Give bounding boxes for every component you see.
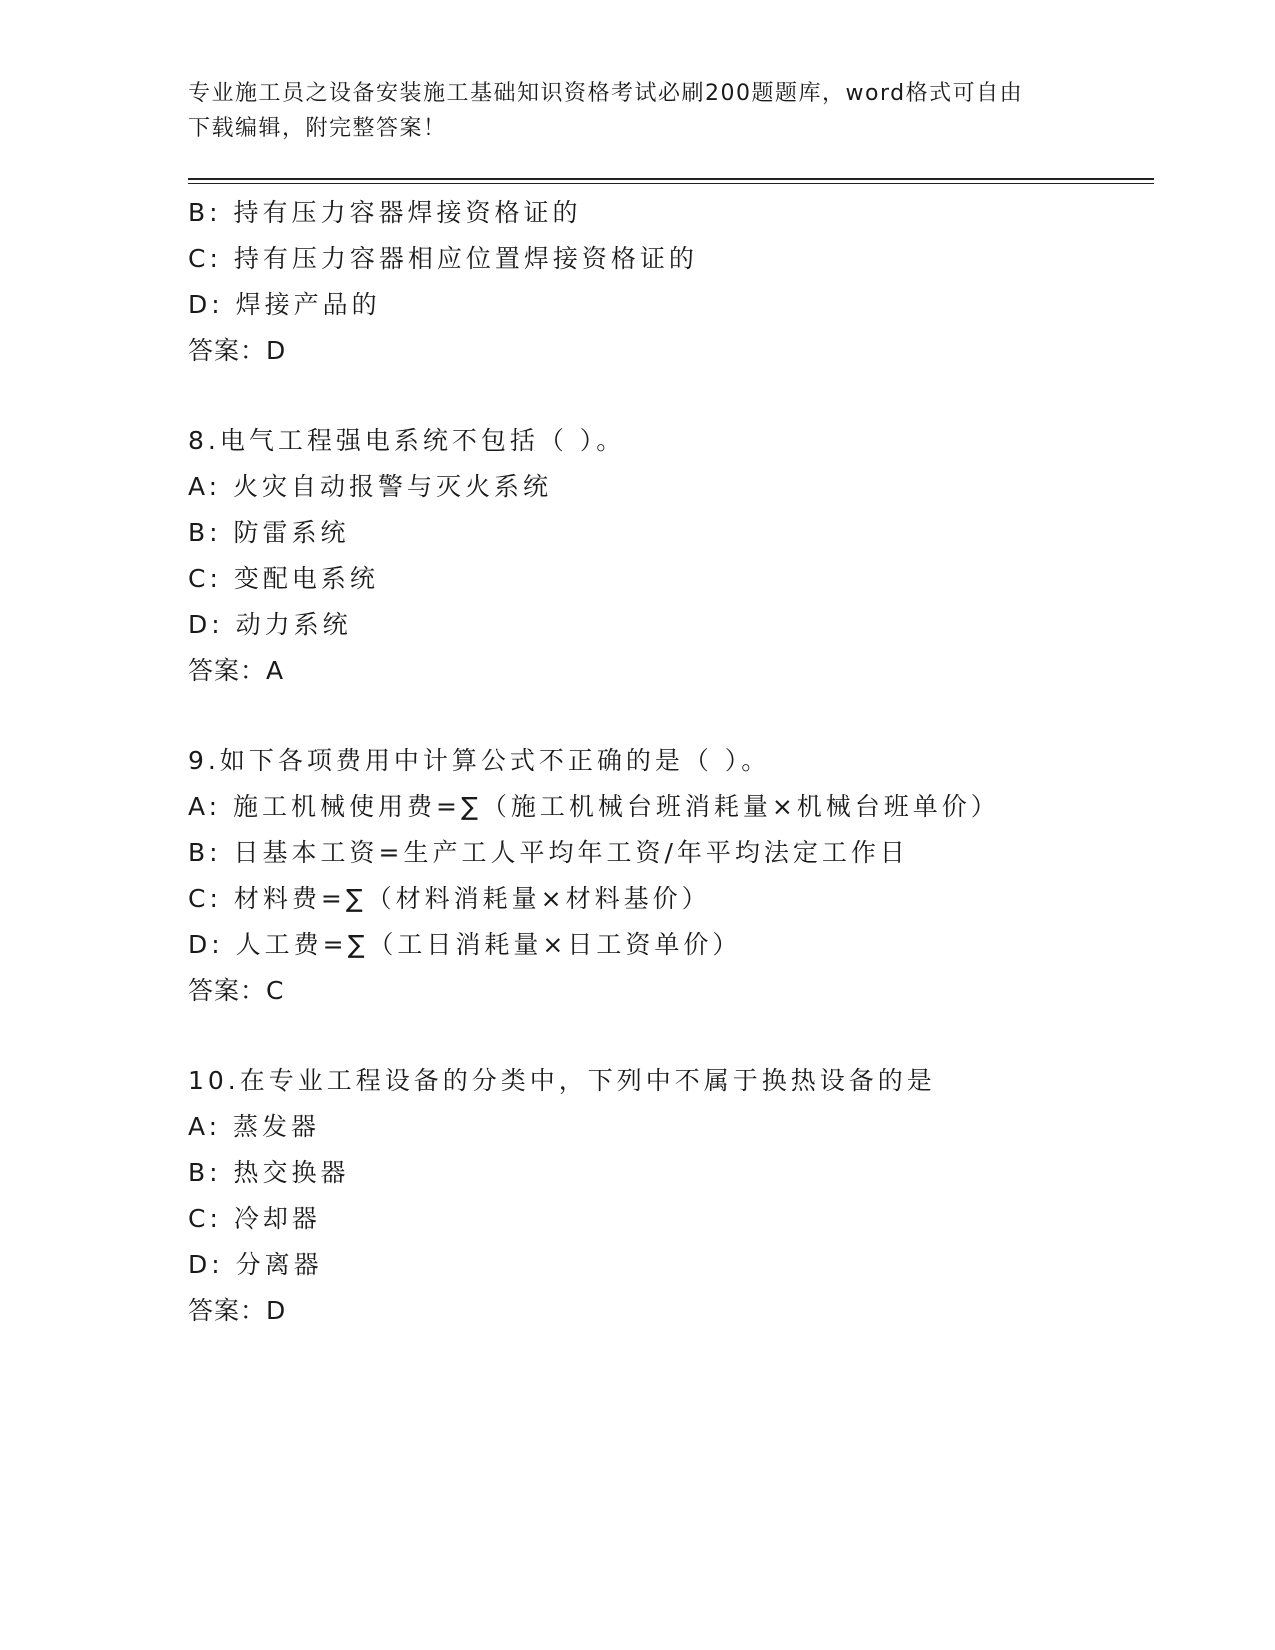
question-9 xyxy=(188,738,1154,1014)
option-a: A: 施工机械使用费=∑（施工机械台班消耗量×机械台班单价） xyxy=(188,792,1000,821)
option-c: C: 变配电系统 xyxy=(188,564,379,593)
answer-line: 答案：A xyxy=(188,656,285,685)
option-d: D: 动力系统 xyxy=(188,610,352,639)
header-line-1: 专业施工员之设备安装施工基础知识资格考试必刷200题题库，word格式可自由 xyxy=(188,81,1024,106)
question-8 xyxy=(188,418,1154,694)
option-c: C: 材料费=∑（材料消耗量×材料基价） xyxy=(188,884,711,913)
option-c: C: 持有压力容器相应位置焊接资格证的 xyxy=(188,244,698,273)
answer-line: 答案：D xyxy=(188,1296,287,1325)
question-text: 8.电气工程强电系统不包括（ ）。 xyxy=(188,426,626,455)
answer-line: 答案：C xyxy=(188,976,285,1005)
option-a: A: 蒸发器 xyxy=(188,1112,321,1141)
option-d: D: 焊接产品的 xyxy=(188,290,381,319)
header-divider-thick xyxy=(188,178,1154,180)
document-header xyxy=(188,76,1068,146)
option-c: C: 冷却器 xyxy=(188,1204,321,1233)
question-10 xyxy=(188,1058,1154,1334)
document-body xyxy=(188,190,1154,1334)
question-text: 9.如下各项费用中计算公式不正确的是（ ）。 xyxy=(188,746,771,775)
option-b: B: 持有压力容器焊接资格证的 xyxy=(188,198,582,227)
header-line-2: 下载编辑，附完整答案！ xyxy=(188,116,447,141)
question-text: 10.在专业工程设备的分类中，下列中不属于换热设备的是 xyxy=(188,1066,936,1095)
option-d: D: 人工费=∑（工日消耗量×日工资单价） xyxy=(188,930,742,959)
spacer xyxy=(188,1014,1154,1058)
spacer xyxy=(188,694,1154,738)
spacer xyxy=(188,374,1154,418)
header-divider-thin xyxy=(188,183,1154,184)
question-7-continued xyxy=(188,190,1154,374)
option-b: B: 热交换器 xyxy=(188,1158,350,1187)
option-d: D: 分离器 xyxy=(188,1250,323,1279)
answer-line: 答案：D xyxy=(188,336,287,365)
option-a: A: 火灾自动报警与灭火系统 xyxy=(188,472,553,501)
option-b: B: 防雷系统 xyxy=(188,518,350,547)
option-b: B: 日基本工资=生产工人平均年工资/年平均法定工作日 xyxy=(188,838,909,867)
